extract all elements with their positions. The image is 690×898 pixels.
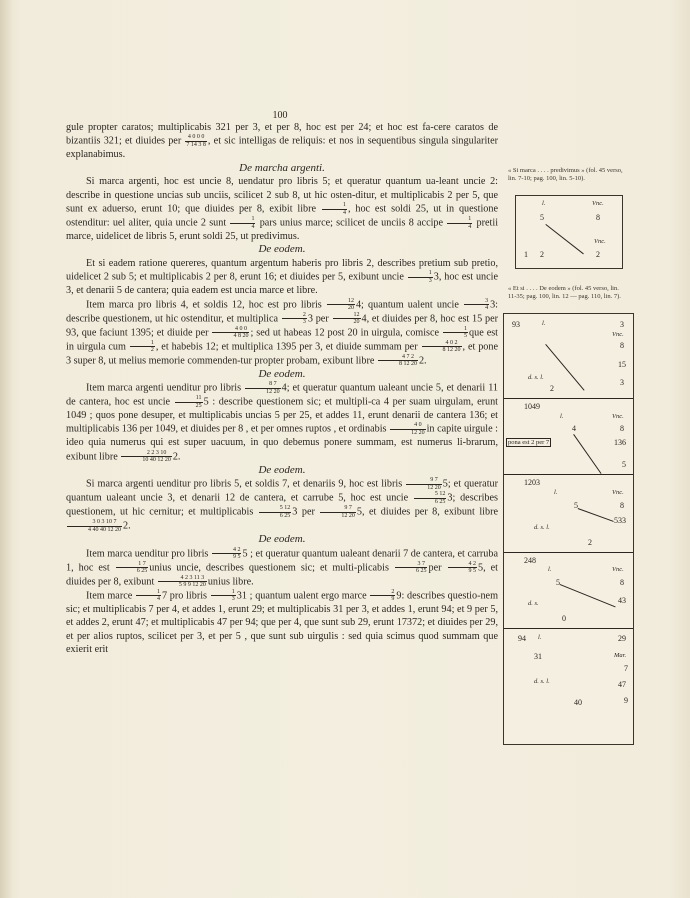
value: 1049	[524, 402, 540, 411]
separator	[504, 628, 633, 629]
label-l: l.	[548, 566, 552, 573]
value: 43	[618, 596, 626, 605]
fraction: $\frac{4 0 0 0}{7 14 3 8}$	[186, 134, 206, 148]
label-l: l.	[542, 200, 546, 207]
value: 40	[574, 698, 582, 707]
value: 533	[614, 516, 626, 525]
diagram-box-eodem	[503, 313, 634, 745]
value: 5	[540, 213, 544, 222]
value: 5	[556, 578, 560, 587]
value: 136	[614, 438, 626, 447]
fraction: $\frac{4 0 2}{8 12 20}$	[422, 340, 462, 354]
paragraph-5: Item marca argenti uenditur pro libris $\frac{8 7}{12 20}$ 4; et queratur quantum ualeant uncie 5, et denarii 11 de cantera, hoc est uncie $\frac{11}{25}$ 5 : describe questionem sic; et multipli-ca 4 per suam uirgulam, erunt 1049 ; quos pone desuper, et multiplicabis uncias 5 per 25, et addes 11, erunt denarii de cantera 136; et multiplicabis 136 per 1049, et diuides per 8 , et per omnes ruptos , et ordinabis $\frac{4 0}{12 20}$ in capite uirgule : ideo quia numerus qui est super uacuum, in quo debemus ponere summam, est numerus li-brarum, exibunt libre $\frac{2 2 3 10}{10 40 12 20}$ 2.	[66, 381, 499, 464]
heading-de-eodem: De eodem.	[258, 243, 306, 256]
value: 2	[596, 250, 600, 259]
margin-note-1: « Si marca . . . . predivimus » (fol. 45 verso, lin. 7-10; pag. 100, lin. 5-10).	[508, 167, 623, 182]
fraction: $\frac{1}{4}$	[136, 589, 161, 603]
value: 93	[512, 320, 520, 329]
value: 1203	[524, 478, 540, 487]
fraction: $\frac{2 2 3 10}{10 40 12 20}$	[121, 450, 172, 464]
fraction: $\frac{2}{9}$	[370, 589, 395, 603]
fraction: $\frac{1}{3}$	[408, 270, 433, 284]
fraction: $\frac{11}{25}$	[175, 395, 203, 409]
value: 2	[588, 538, 592, 547]
page-number: 100	[272, 110, 288, 121]
fraction: $\frac{4 0 0}{4 8 20}$	[212, 326, 249, 340]
fraction: $\frac{3}{4}$	[464, 298, 489, 312]
label-vnc: Vnc.	[612, 489, 624, 496]
fraction: $\frac{12}{20}$	[333, 312, 361, 326]
label-vnc: Vnc.	[612, 566, 624, 573]
paragraph-7: Item marca uenditur pro libris $\frac{4 2}{9 5}$ 5 ; et queratur quantum ualeant denarii 7 de cantera, et carruba 1, hoc est $\frac{1 7}{6 25}$ unius uncie, describes questionem sic; et multi-plicabis $\frac{3 7}{6 25}$ per $\frac{4 2}{9 5}$ 5, et diuides per 8, exibunt $\frac{4 2 3 11 3}{5 9 9 12 20}$ unius libre.	[66, 546, 499, 589]
value: 5	[574, 501, 578, 510]
value: 8	[620, 424, 624, 433]
label-l: l.	[538, 634, 542, 641]
label-vnc: Vnc.	[592, 200, 604, 207]
value: 2	[540, 250, 544, 259]
fraction: $\frac{9 7}{12 20}$	[406, 477, 442, 491]
heading-de-eodem: De eodem.	[258, 533, 306, 546]
fraction: $\frac{4 2 3 11 3}{5 9 9 12 20}$	[158, 575, 207, 589]
label-ds: d. s.	[528, 600, 539, 607]
cross-line	[560, 584, 616, 607]
value: 8	[596, 213, 600, 222]
label-vnc: Vnc.	[612, 413, 624, 420]
cross-line	[573, 434, 601, 474]
value: 0	[562, 614, 566, 623]
value: 7	[624, 664, 628, 673]
value: 9	[624, 696, 628, 705]
value: 31	[534, 652, 542, 661]
cross-line	[578, 508, 614, 522]
fraction: $\frac{5 12}{6 25}$	[414, 491, 447, 505]
label-dsl: d. s. l.	[534, 678, 550, 685]
value: 94	[518, 634, 526, 643]
main-text	[66, 121, 498, 656]
label-l: l.	[560, 413, 564, 420]
separator	[504, 398, 633, 399]
fraction: $\frac{4 0}{12 20}$	[390, 422, 426, 436]
fraction: $\frac{1 7}{6 25}$	[116, 561, 149, 575]
value: 15	[618, 360, 626, 369]
label-l: l.	[554, 489, 558, 496]
fraction: $\frac{1}{4}$	[322, 202, 347, 216]
value: 4	[572, 424, 576, 433]
fraction: $\frac{1}{4}$	[447, 216, 472, 230]
cross-line	[545, 224, 583, 254]
fraction: $\frac{2}{3}$	[282, 312, 307, 326]
value: 47	[618, 680, 626, 689]
value: 8	[620, 578, 624, 587]
fraction: $\frac{4 2}{9 5}$	[448, 561, 478, 575]
separator	[504, 552, 633, 553]
fraction: $\frac{8 7}{12 20}$	[245, 381, 281, 395]
fraction: $\frac{4 7 2}{8 12 20}$	[378, 354, 418, 368]
value: 3	[620, 320, 624, 329]
diagram-box-marca	[515, 195, 623, 269]
fraction: $\frac{3 7}{6 25}$	[395, 561, 428, 575]
fraction: $\frac{12}{20}$	[327, 298, 355, 312]
fraction: $\frac{1}{4}$	[230, 216, 255, 230]
label-dsl: d. s. l.	[534, 524, 550, 531]
margin-note-2: « Et si . . . . De eodem » (fol. 45 verso, lin. 11-35; pag. 100, lin. 12 — pag. 110, lin. 7).	[508, 285, 621, 300]
paragraph-3: Et si eadem ratione quereres, quantum argentum haberis pro libris 2, describes pretium sub pretio, uidelicet 2 sub 5; et multiplicabis 2 per 8, erunt 16; et diuides per 5, exibunt uncie $\frac{1}{3}$ 3, hoc est uncie 3, et denarii 5 de cantera; quia eadem est uncia marce et libre.	[66, 257, 499, 297]
fraction: $\frac{1}{3}$	[211, 589, 236, 603]
note-pona: pona est 2 per 7	[508, 439, 550, 446]
value: 248	[524, 556, 536, 565]
value: 2	[550, 384, 554, 393]
label-l: l.	[542, 320, 546, 327]
heading-de-marcha-argenti: De marcha argenti.	[239, 161, 325, 174]
fraction: $\frac{1}{5}$	[443, 326, 468, 340]
label-vnc: Vnc.	[612, 331, 624, 338]
fraction: $\frac{5 12}{6 25}$	[259, 505, 292, 519]
paragraph-1: gule propter caratos; multiplicabis 321 per 3, et per 8, hoc est per 24; et hoc est fa-cere caratos de bizantiis 321; et diuides per $\frac{4 0 0 0}{7 14 3 8}$ , et sic intelligas de reliquis: et nos in sequentibus singula singulariter explanabimus.	[66, 122, 499, 161]
fraction: $\frac{1}{2}$	[130, 340, 155, 354]
fraction: $\frac{9 7}{12 20}$	[320, 505, 356, 519]
label-mar: Mar.	[614, 652, 627, 659]
fraction: $\frac{4 2}{9 5}$	[212, 547, 242, 561]
paragraph-2: Si marca argenti, hoc est uncie 8, uendatur pro libris 5; et queratur quantum ua-leant uncie 2: describe in questione uncias sub unciis, scilicet 2 sub 8, ut hic osten-ditur, et multiplicabis 2 per 5, que sunt ex aduerso, erunt 10; que diuides per 8, exibit libre $\frac{1}{4}$ , hoc est soldi 25, ut in questione ostenditur: uel aliter, quia uncie 2 sunt $\frac{1}{4}$ pars unius marce; scilicet de unciis 8 accipe $\frac{1}{4}$ pretii marce, uidelicet de libris 5, erunt soldi 25, ut predivimus.	[66, 176, 499, 243]
paragraph-8: Item marce $\frac{1}{4}$ 7 pro libris $\frac{1}{3}$ 31 ; quantum ualent ergo marce $\frac{2}{9}$ 9: describes questio-nem sic; et multiplicabis 7 per 4, et addes 1, erunt 29; et multiplicabis 31 per 3, et addes 1, erunt 94; et 9 per 5, et addes 2, erunt 47; et multiplicabis 47 per 94; que per 4, que sunt sub 29, erunt 17372; et diuides per 29, et per alios ruptos, scilicet per 3, et per 5 , que sunt sub uirgulis : sed quia scimus quod summam que exierit erit	[66, 588, 499, 655]
value: 8	[620, 501, 624, 510]
label-vnc: Vnc.	[594, 238, 606, 245]
separator	[504, 474, 633, 475]
value: 1	[524, 250, 528, 259]
fraction: $\frac{3 0 3 10 7}{4 40 40 12 20}$	[67, 519, 122, 533]
value: 5	[622, 460, 626, 469]
heading-de-eodem: De eodem.	[258, 463, 306, 476]
label-dsl: d. s. l.	[528, 374, 544, 381]
heading-de-eodem: De eodem.	[258, 367, 306, 380]
paragraph-6: Si marca argenti uenditur pro libris 5, et soldis 7, et denariis 9, hoc est libris $\frac{9 7}{12 20}$ 5; et queratur quantum ualeant uncie 3, et denarii 12 de cantera, et carrube 5, hoc est uncie $\frac{5 12}{6 25}$ 3; describes questionem, ut hic cernitur; et multiplicabis $\frac{5 12}{6 25}$ 3 per $\frac{9 7}{12 20}$ 5, et diuides per 8, exibunt libre $\frac{3 0 3 10 7}{4 40 40 12 20}$ 2.	[66, 477, 499, 533]
value: 3	[620, 378, 624, 387]
book-spine-shadow	[0, 0, 12, 898]
value: 8	[620, 341, 624, 350]
value: 29	[618, 634, 626, 643]
paragraph-4: Item marca pro libris 4, et soldis 12, hoc est pro libris $\frac{12}{20}$ 4; quantum ualent uncie $\frac{3}{4}$ 3: describe questionem, ut hic ostenditur, et multiplica $\frac{2}{3}$ 3 per $\frac{12}{20}$ 4, et diuides per 8, hoc est 15 per 93, que faciunt 1395; et diuide per $\frac{4 0 0}{4 8 20}$ ; sed ut habeas 12 post 20 in uirgula, comisce $\frac{1}{5}$ que est in uirgula cum $\frac{1}{2}$ , et habebis 12; et multiplica 1395 per 3, et diuide summam per $\frac{4 0 2}{8 12 20}$ , et pone 3 super 8, ut melius memorie commenden-tur propter probam, exibunt libre $\frac{4 7 2}{8 12 20}$ 2.	[66, 297, 499, 368]
